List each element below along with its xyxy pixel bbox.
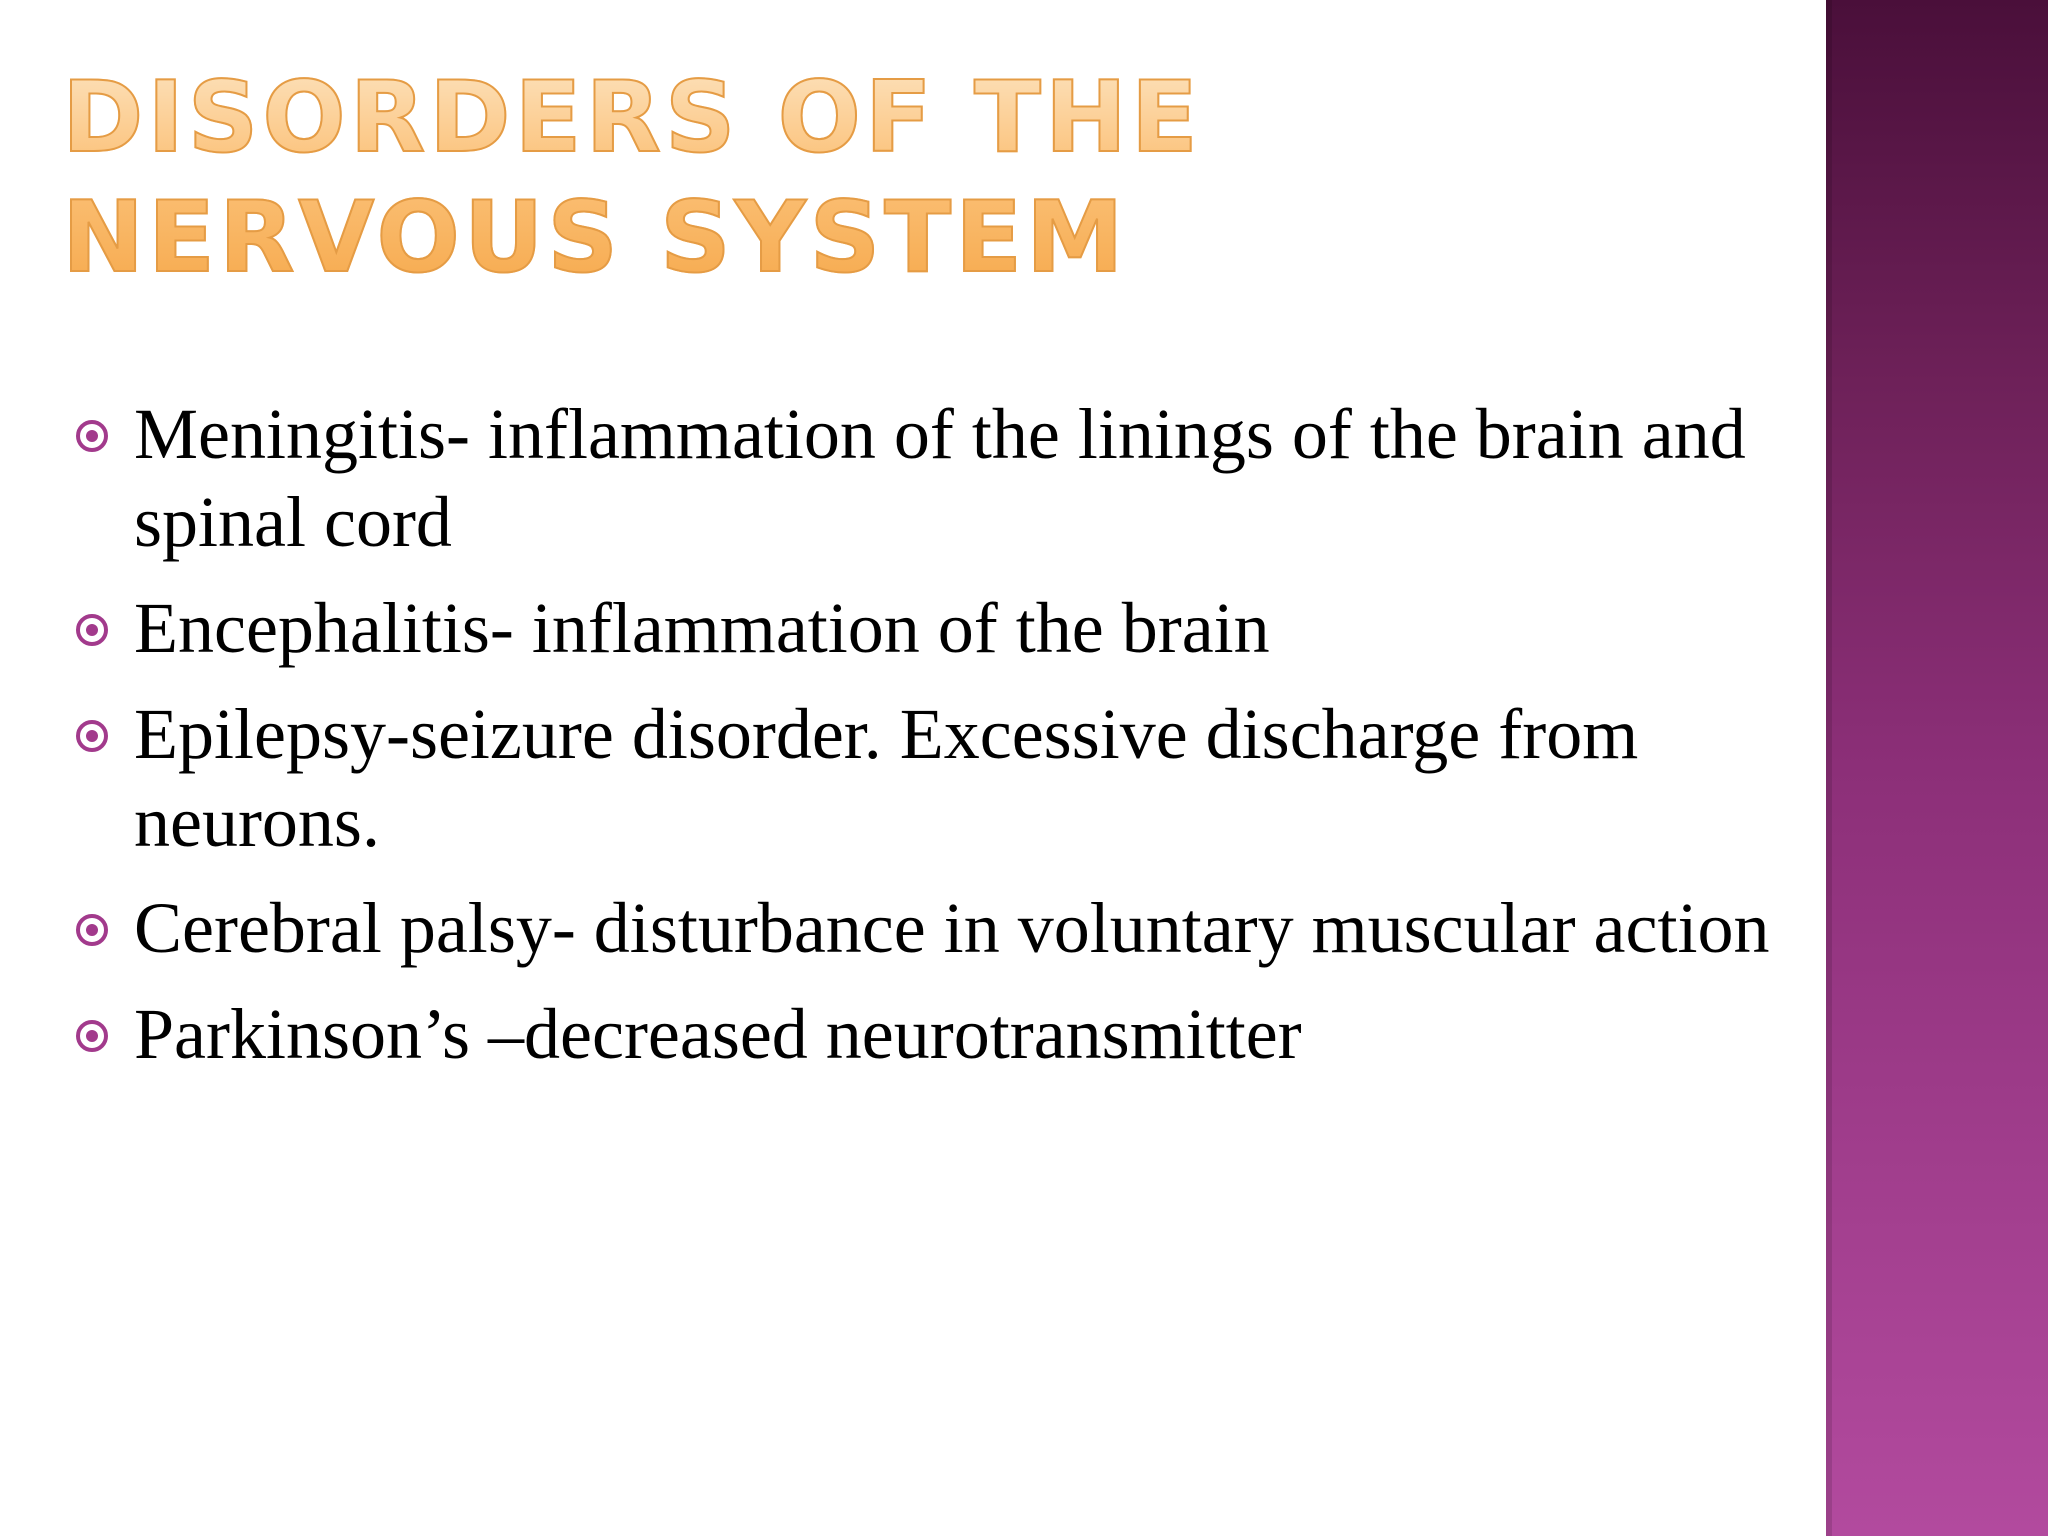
bullet-item bbox=[70, 990, 1800, 1078]
circled-dot-icon bbox=[76, 720, 108, 752]
slide-title: DISORDERS OF THE NERVOUS SYSTEM bbox=[62, 58, 1762, 298]
circled-dot-icon bbox=[76, 420, 108, 452]
bullet-text: Meningitis- inflammation of the linings of the brain and spinal cord bbox=[134, 394, 1746, 562]
bullet-text: Cerebral palsy- disturbance in voluntary muscular action bbox=[134, 888, 1770, 968]
decorative-side-band bbox=[1826, 0, 2048, 1536]
bullet-item bbox=[70, 884, 1800, 972]
circled-dot-icon bbox=[76, 614, 108, 646]
bullet-item bbox=[70, 690, 1800, 866]
bullet-list bbox=[70, 390, 1800, 1096]
bullet-item bbox=[70, 584, 1800, 672]
bullet-text: Encephalitis- inflammation of the brain bbox=[134, 588, 1270, 668]
circled-dot-icon bbox=[76, 1020, 108, 1052]
bullet-text: Epilepsy-seizure disorder. Excessive discharge from neurons. bbox=[134, 694, 1639, 862]
bullet-text: Parkinson’s –decreased neurotransmitter bbox=[134, 994, 1302, 1074]
bullet-item bbox=[70, 390, 1800, 566]
circled-dot-icon bbox=[76, 914, 108, 946]
